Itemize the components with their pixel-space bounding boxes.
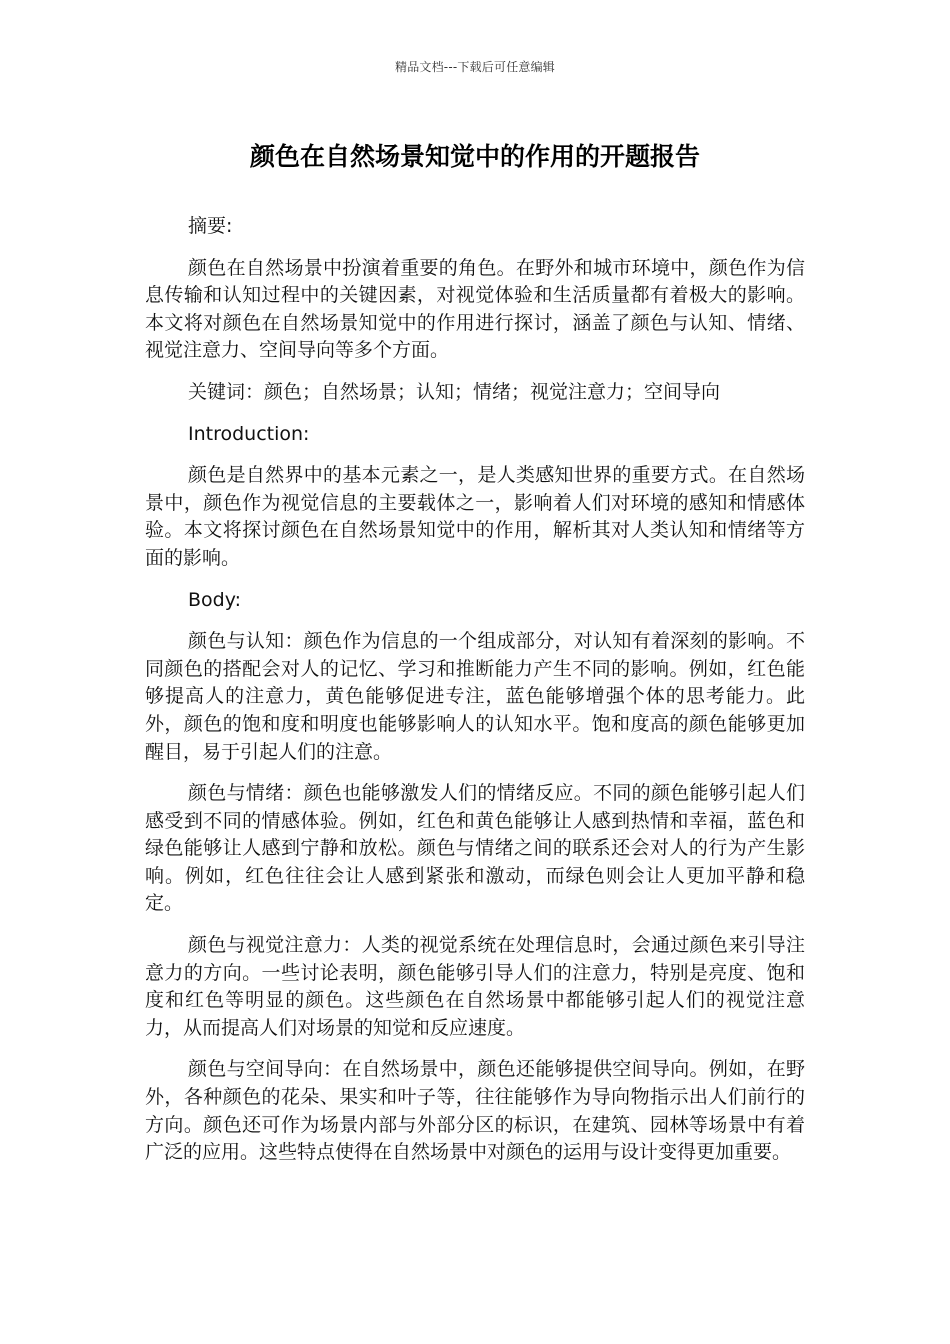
body-paragraph-spatial: 颜色与空间导向：在自然场景中，颜色还能够提供空间导向。例如，在野外，各种颜色的花朵、果实和叶子等，往往能够作为导向物指示出人们前行的方向。颜色还可作为场景内部与外部分区的标识，在建筑、园林等场景中有着广泛的应用。这些特点使得在自然场景中对颜色的运用与设计变得更加重要。 xyxy=(145,1058,805,1164)
introduction-label: Introduction: xyxy=(188,422,310,445)
introduction-paragraph: 颜色是自然界中的基本元素之一，是人类感知世界的重要方式。在自然场景中，颜色作为视觉信息的主要载体之一，影响着人们对环境的感知和情感体验。本文将探讨颜色在自然场景知觉中的作用，解析其对人类认知和情绪等方面的影响。 xyxy=(145,464,805,569)
abstract-paragraph: 颜色在自然场景中扮演着重要的角色。在野外和城市环境中，颜色作为信息传输和认知过程中的关键因素，对视觉体验和生活质量都有着极大的影响。本文将对颜色在自然场景知觉中的作用进行探讨，涵盖了颜色与认知、情绪、视觉注意力、空间导向等多个方面。 xyxy=(145,256,805,362)
body-paragraph-attention: 颜色与视觉注意力：人类的视觉系统在处理信息时，会通过颜色来引导注意力的方向。一些讨论表明，颜色能够引导人们的注意力，特别是亮度、饱和度和红色等明显的颜色。这些颜色在自然场景中都能够引起人们的视觉注意力，从而提高人们对场景的知觉和反应速度。 xyxy=(145,934,805,1039)
body-paragraph-cognition: 颜色与认知：颜色作为信息的一个组成部分，对认知有着深刻的影响。不同颜色的搭配会对人的记忆、学习和推断能力产生不同的影响。例如，红色能够提高人的注意力，黄色能够促进专注，蓝色能够增强个体的思考能力。此外，颜色的饱和度和明度也能够影响人的认知水平。饱和度高的颜色能够更加醒目，易于引起人们的注意。 xyxy=(145,630,805,763)
body-paragraph-emotion: 颜色与情绪：颜色也能够激发人们的情绪反应。不同的颜色能够引起人们感受到不同的情感体验。例如，红色和黄色能够让人感到热情和幸福，蓝色和绿色能够让人感到宁静和放松。颜色与情绪之间的联系还会对人的行为产生影响。例如，红色往往会让人感到紧张和激动，而绿色则会让人更加平静和稳定。 xyxy=(145,782,805,915)
document-body xyxy=(145,213,805,1181)
page-header-watermark: 精品文档---下载后可任意编辑 xyxy=(395,60,555,74)
document-title: 颜色在自然场景知觉中的作用的开题报告 xyxy=(249,142,700,171)
abstract-label: 摘要: xyxy=(188,215,233,237)
body-label: Body: xyxy=(188,588,241,611)
keywords-line: 关键词：颜色；自然场景；认知；情绪；视觉注意力；空间导向 xyxy=(188,380,721,403)
